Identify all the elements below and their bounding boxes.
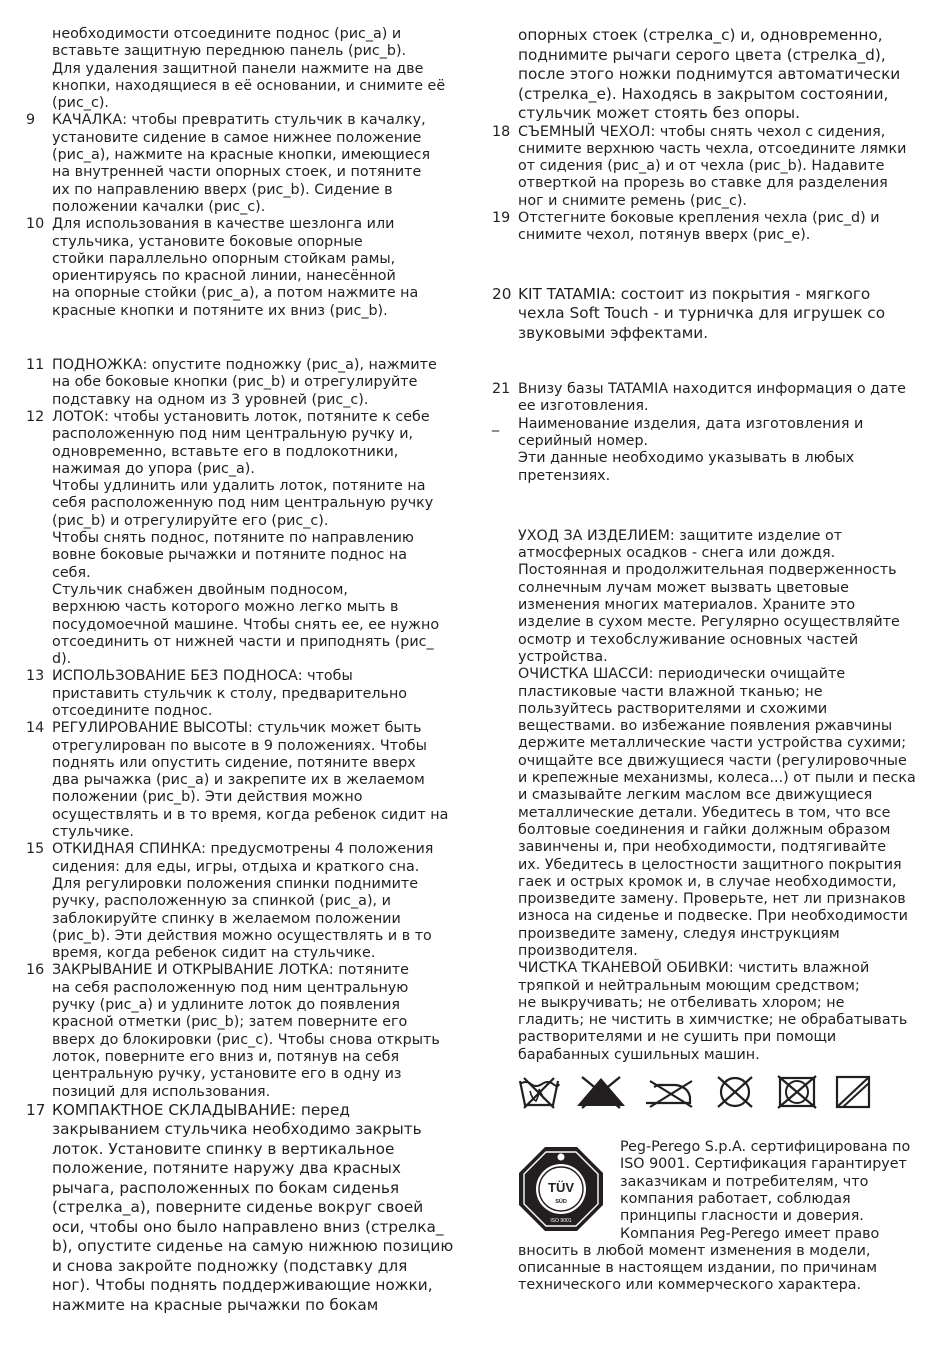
paragraph-number: 10: [26, 216, 45, 233]
paragraph-text: опорных стоек (стрелка_c) и, одновременно, поднимите рычаги серого цвета (стрелка_d), после этого ножки поднимутся автоматически (стрелка_e). Находясь в закрытом состоянии, стульчик может стоять без опоры.: [518, 26, 901, 122]
paragraph-text: РЕГУЛИРОВАНИЕ ВЫСОТЫ: стульчик может быть отрегулирован по высоте в 9 положениях. Чтобы поднять или опустить сидение, потяните вверх два рычажка (рис_a) и закрепите их в желаемом положении (рис_b). Эти действия можно осуществлять и в то время, когда ребенок сидит на стульчике.: [52, 720, 449, 841]
no-tumble-dry-icon: [774, 1075, 820, 1109]
no-dry-clean-icon: [710, 1075, 760, 1109]
instruction-paragraph-17-cont: [492, 26, 924, 124]
paragraph-text: ИСПОЛЬЗОВАНИЕ БЕЗ ПОДНОСА: чтобы приставить стульчик к столу, предварительно отсоедините поднос.: [52, 668, 408, 719]
paragraph-number: 11: [26, 357, 45, 374]
instruction-paragraph-9: [26, 112, 458, 216]
paragraph-number: 13: [26, 668, 45, 685]
certification-block: [492, 1139, 924, 1295]
left-column: [26, 26, 458, 1315]
tuv-logo-main: TÜV: [548, 1180, 574, 1196]
paragraph-text: Наименование изделия, дата изготовления и серийный номер. Эти данные необходимо указывать в любых претензиях.: [518, 415, 864, 484]
paragraph-number: 14: [26, 720, 45, 737]
instruction-paragraph-21: [492, 381, 924, 416]
paragraph-text: КОМПАКТНОЕ СКЛАДЫВАНИЕ: перед закрыванием стульчика необходимо закрыть лоток. Установите спинку в вертикальное положение, потяните наружу два красных рычага, расположенных по бокам сиденья (стрелка_a), поверните сиденье вокруг своей оси, чтобы оно было направлено вниз (стрелка_ b), опустите сиденье на самую нижнюю позицию и снова закройте подножку (подставку для ног). Чтобы поднять поддерживающие ножки, нажмите на красные рычажки по бокам: [52, 1100, 454, 1314]
instruction-paragraph-12: [26, 409, 458, 668]
instruction-paragraph-15: [26, 841, 458, 962]
certification-text-cont: вносить в любой момент изменения в модели, описанные в настоящем издании, по причинам технического или коммерческого характера.: [518, 1242, 878, 1294]
paragraph-number: 19: [492, 209, 511, 226]
paragraph-number: _: [492, 415, 500, 432]
care-instructions: [492, 528, 924, 1064]
no-wring-icon: [834, 1075, 872, 1109]
paragraph-text: ПОДНОЖКА: опустите подножку (рис_a), нажмите на обе боковые кнопки (рис_b) и отрегулируйте подставку на одном из 3 уровней (рис_c).: [52, 357, 437, 408]
instruction-paragraph-14: [26, 720, 458, 841]
care-symbols: [518, 1075, 924, 1109]
instruction-paragraph-16: [26, 962, 458, 1100]
paragraph-text: Для использования в качестве шезлонга или стульчика, установите боковые опорные стойки параллельно опорным стойкам рамы, ориентируясь по красной линии, нанесённой на опорные стойки (рис_a), а потом нажмите на красные кнопки и потяните их вниз (рис_b).: [52, 216, 419, 319]
instruction-paragraph-10: [26, 216, 458, 320]
instruction-paragraph-11: [26, 357, 458, 409]
instruction-paragraph-17: [26, 1101, 458, 1316]
instruction-paragraph-20: [492, 285, 924, 344]
no-iron-icon: [642, 1075, 696, 1109]
paragraph-number: 21: [492, 381, 511, 398]
tuv-logo-sub: SÜD: [555, 1199, 567, 1206]
paragraph-text: KIT TATAMIA: состоит из покрытия - мягкого чехла Soft Touch - и турничка для игрушек со звуковыми эффектами.: [518, 284, 886, 342]
instruction-paragraph-22: [492, 416, 924, 485]
paragraph-text: Отстегните боковые крепления чехла (рис_d) и снимите чехол, потянув вверх (рис_e).: [518, 209, 880, 244]
paragraph-text: Внизу базы TATAMIA находится информация о дате ее изготовления.: [518, 381, 906, 415]
certification-text: Peg-Perego S.p.A. сертифицирована по ISO 9001. Сертификация гарантирует заказчикам и потребителям, что компания работает, соблюдая принципы гласности и доверия. Компания Peg-Perego имеет право: [620, 1139, 911, 1242]
paragraph-text: ОТКИДНАЯ СПИНКА: предусмотрены 4 положения сидения: для еды, игры, отдыха и краткого сна. Для регулировки положения спинки поднимите ручку, расположенную за спинкой (рис_a), и заблокируйте спинку в желаемом положении (рис_b). Эти действия можно осуществлять и в то время, когда ребенок сидит на стульчике.: [52, 841, 434, 962]
paragraph-number: 9: [26, 112, 36, 129]
tuv-logo-iso: ISO 9001: [550, 1218, 572, 1225]
paragraph-number: 15: [26, 841, 45, 858]
paragraph-text: ЗАКРЫВАНИЕ И ОТКРЫВАНИЕ ЛОТКА: потяните на себя расположенную под ним центральную ручку (рис_a) и удлините лоток до появления красной отметки (рис_b); затем поверните его вверх до блокировки (рис_c). Чтобы снова открыть лоток, поверните его вниз и, потянув на себя центральную ручку, установите его в одну из позиций для использования.: [52, 962, 440, 1100]
paragraph-number: 12: [26, 408, 45, 425]
instruction-paragraph-13: [26, 668, 458, 720]
paragraph-number: 20: [492, 284, 512, 303]
paragraph-text: ЛОТОК: чтобы установить лоток, потяните к себе расположенную под ним центральную ручку и, одновременно, вставьте его в подлокотники, нажимая до упора (рис_a). Чтобы удлинить или удалить лоток, потяните на себя расположенную под ним центральную ручку (рис_b) и отрегулируйте его (рис_c). Чтобы снять поднос, потяните по направлению вовне боковые рычажки и потяните поднос на себя. Стульчик снабжен двойным подносом, верхнюю часть которого можно легко мыть в посудомоечной машине. Чтобы снять ее, ее нужно отсоединить от нижней части и приподнять (рис_ d).: [52, 408, 440, 668]
paragraph-number: 17: [26, 1100, 46, 1119]
paragraph-text: УХОД ЗА ИЗДЕЛИЕМ: защитите изделие от атмосферных осадков - снега или дождя. Постоянная и продолжительная подверженность солнечным лучам может вызвать цветовые изменения многих материалов. Храните это изделие в сухом месте. Регулярно осуществляйте осмотр и техобслуживание основных частей устройства. ОЧИСТКА ШАССИ: периодически очищайте пластиковые части влажной тканью; не пользуйтесь растворителями и схожими веществами. во избежание появления ржавчины держите металлические части устройства сухими; очищайте все движущиеся части (регулировочные и крепежные механизмы, колеса...) от пыли и песка и смазывайте легким маслом все движущиеся металлические детали. Убедитесь в том, что все болтовые соединения и гайки должным образом завинчены и, при необходимости, подтягивайте их. Убедитесь в целостности защитного покрытия гаек и острых кромок и, в случае необходимости, произведите замену. Проверьте, нет ли признаков износа на сиденье и подвеске. При необходимости произведите замену, следуя инструкциям производителя. ЧИСТКА ТКАНЕВОЙ ОБИВКИ: чистить влажной тряпкой и нейтральным моющим средством; не выкручивать; не отбеливать хлором; не гладить; не чистить в химчистке; не обрабатывать растворителями и не сушить при помощи барабанных сушильных машин.: [518, 527, 916, 1063]
tuv-sud-logo: [518, 1146, 604, 1232]
paragraph-number: 18: [492, 123, 511, 140]
wash-30-icon: [518, 1075, 560, 1109]
right-column: [492, 26, 924, 1295]
paragraph-text: необходимости отсоедините поднос (рис_a) и вставьте защитную переднюю панель (рис_b). Для удаления защитной панели нажмите на две кнопки, находящиеся в её основании, и снимите её (рис_c).: [52, 26, 446, 112]
instruction-paragraph-cont: [26, 26, 458, 112]
instruction-paragraph-19: [492, 210, 924, 245]
paragraph-text: КАЧАЛКА: чтобы превратить стульчик в качалку, установите сидение в самое нижнее положение (рис_a), нажмите на красные кнопки, имеющиеся на внутренней части опорных стоек, и потяните их по направлению вверх (рис_b). Сидение в положении качалки (рис_c).: [52, 112, 431, 215]
paragraph-number: 16: [26, 962, 45, 979]
instruction-paragraph-18: [492, 124, 924, 210]
no-bleach-icon: [574, 1075, 628, 1109]
paragraph-text: СЪЕМНЫЙ ЧЕХОЛ: чтобы снять чехол с сидения, снимите верхнюю часть чехла, отсоедините лямки от сидения (рис_a) и от чехла (рис_b). Надавите отверткой на прорезь во ставке для разделения ног и снимите ремень (рис_c).: [518, 123, 907, 209]
